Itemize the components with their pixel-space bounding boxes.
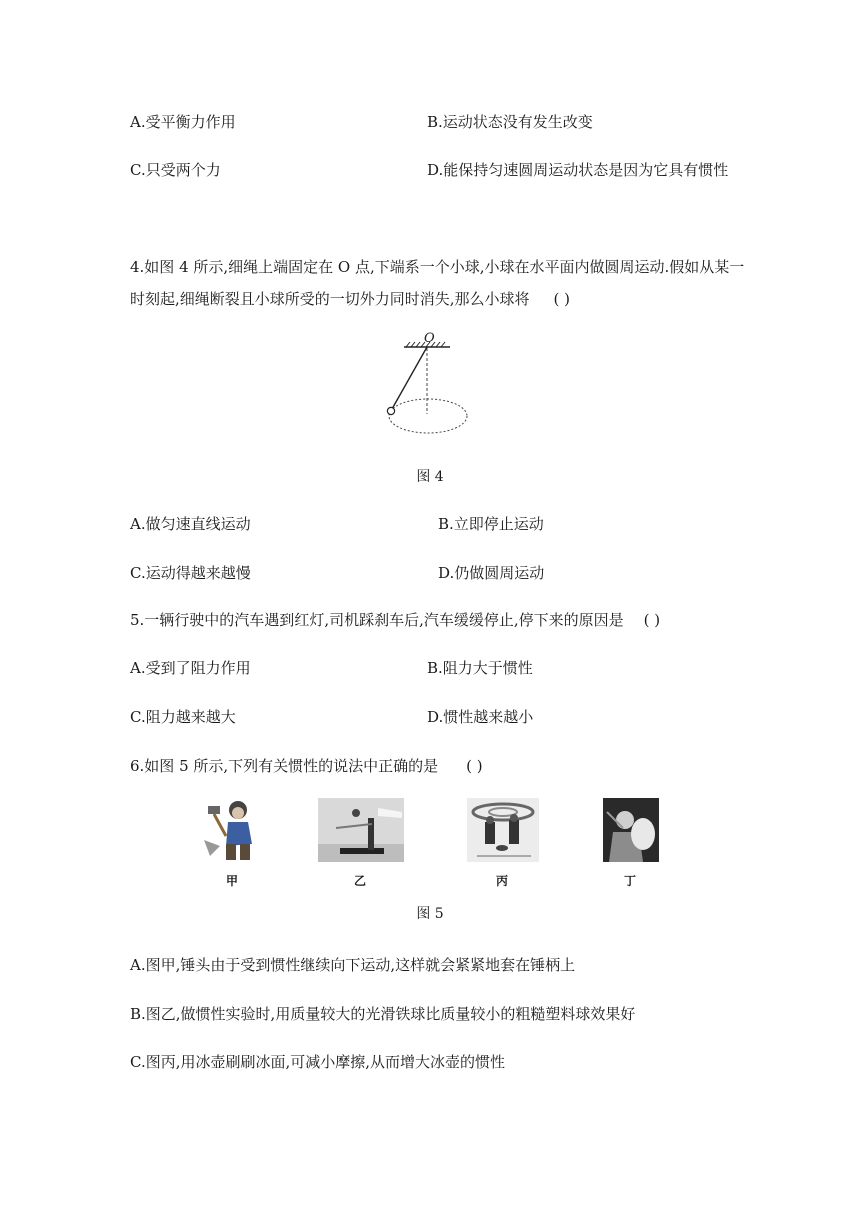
figure-5-image-bing bbox=[467, 798, 539, 862]
q5-option-a: A.受到了阻力作用 bbox=[130, 659, 251, 677]
q6-option-c: C.图丙,用冰壶刷刷冰面,可减小摩擦,从而增大冰壶的惯性 bbox=[130, 1053, 506, 1071]
q3-option-d: D.能保持匀速圆周运动状态是因为它具有惯性 bbox=[427, 161, 729, 179]
q6-answer-bracket: ( ) bbox=[466, 757, 483, 775]
q4-option-d: D.仍做圆周运动 bbox=[438, 564, 545, 582]
q5-option-c: C.阻力越来越大 bbox=[130, 708, 236, 726]
figure-5-label-yi: 乙 bbox=[353, 874, 366, 888]
q5-option-b: B.阻力大于惯性 bbox=[427, 659, 533, 677]
figure-5-label-jia: 甲 bbox=[225, 874, 238, 888]
figure-5-label-bing: 丙 bbox=[495, 874, 508, 888]
q6-option-b: B.图乙,做惯性实验时,用质量较大的光滑铁球比质量较小的粗糙塑料球效果好 bbox=[130, 1005, 636, 1023]
point-o-label: O bbox=[424, 331, 435, 346]
figure-5-image-ding bbox=[603, 798, 659, 862]
q6-option-a: A.图甲,锤头由于受到惯性继续向下运动,这样就会紧紧地套在锤柄上 bbox=[130, 956, 576, 974]
ball-icon bbox=[387, 407, 394, 414]
q3-option-a: A.受平衡力作用 bbox=[130, 113, 236, 131]
q5-answer-bracket: ( ) bbox=[643, 611, 661, 629]
q4-stem-line1: 4.如图 4 所示,细绳上端固定在 O 点,下端系一个小球,小球在水平面内做圆周运动.假如从某一 bbox=[130, 258, 745, 276]
figure-4-caption: 图 4 bbox=[416, 469, 444, 485]
q3-option-b: B.运动状态没有发生改变 bbox=[427, 113, 593, 131]
q5-option-d: D.惯性越来越小 bbox=[427, 708, 534, 726]
q4-option-b: B.立即停止运动 bbox=[438, 515, 544, 533]
q4-answer-bracket: ( ) bbox=[553, 290, 571, 308]
q3-option-c: C.只受两个力 bbox=[130, 161, 221, 179]
figure-5-caption: 图 5 bbox=[416, 906, 444, 922]
figure-4-pendulum bbox=[380, 330, 480, 440]
q4-option-c: C.运动得越来越慢 bbox=[130, 564, 251, 582]
figure-5-image-jia bbox=[200, 796, 264, 866]
figure-5-label-ding: 丁 bbox=[623, 874, 636, 888]
q6-stem: 6.如图 5 所示,下列有关惯性的说法中正确的是 ( ) bbox=[130, 757, 483, 775]
q4-option-a: A.做匀速直线运动 bbox=[130, 515, 251, 533]
q4-stem-line2: 时刻起,细绳断裂且小球所受的一切外力同时消失,那么小球将 ( ) bbox=[130, 290, 571, 308]
q5-stem: 5.一辆行驶中的汽车遇到红灯,司机踩刹车后,汽车缓缓停止,停下来的原因是 ( ) bbox=[130, 611, 661, 629]
figure-5-image-yi bbox=[318, 798, 404, 862]
